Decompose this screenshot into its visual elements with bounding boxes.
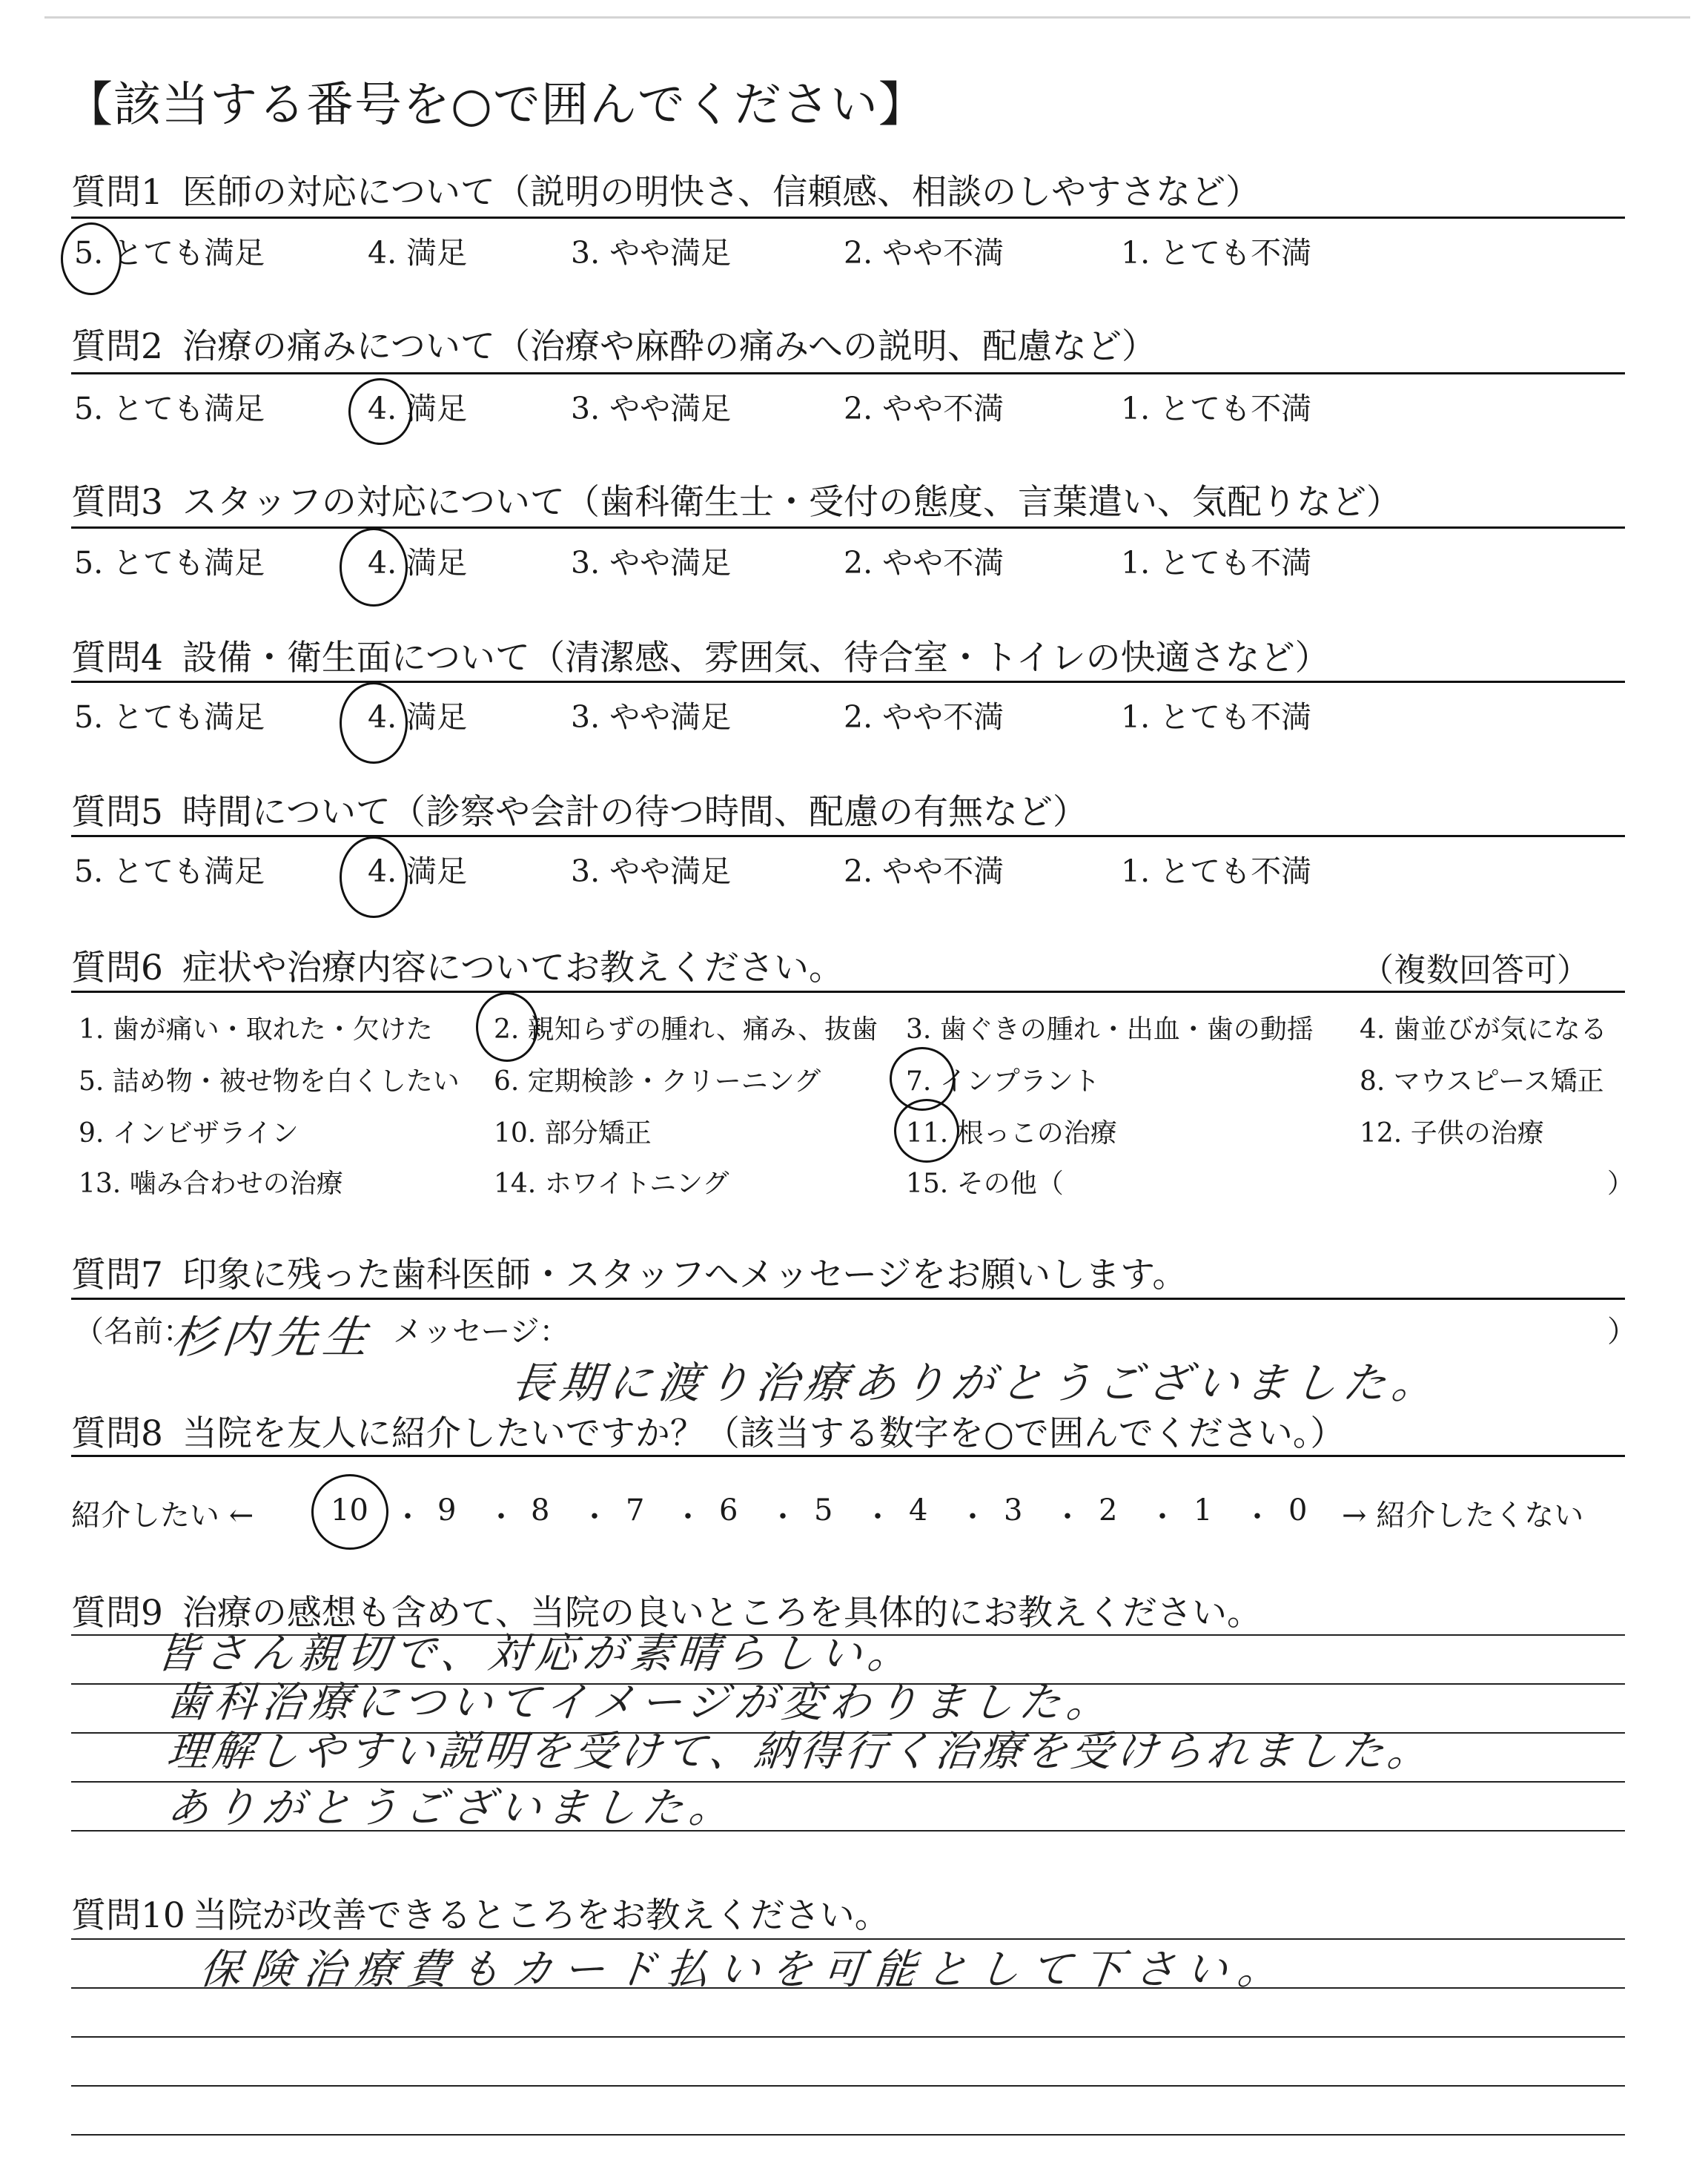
q7-text: 印象に残った歯科医師・スタッフへメッセージをお願いします。 [182, 1255, 1188, 1295]
q2-text: 治療の痛みについて（治療や麻酔の痛みへの説明、配慮など） [182, 326, 1157, 367]
q3-option-5[interactable]: 5. とても満足 [74, 545, 265, 581]
q6-item-5[interactable]: 5. 詰め物・被せ物を白くしたい [79, 1066, 460, 1097]
q8-score-6[interactable]: 6 [719, 1493, 738, 1527]
q5-option-4[interactable]: 4. 満足 [368, 853, 468, 889]
q6-heading [71, 940, 844, 990]
q9-text: 治療の感想も含めて、当院の良いところを具体的にお教えください。 [182, 1593, 1262, 1634]
q8-separator-4: ・ [673, 1500, 703, 1534]
q2-option-3[interactable]: 3. やや満足 [571, 391, 732, 426]
q6-rule [71, 991, 1625, 993]
q6-item-15-close: ） [1607, 1169, 1635, 1199]
q7-number: 質問7 [71, 1255, 163, 1295]
q8-separator-7: ・ [958, 1500, 987, 1534]
q6-selection-circle-2 [476, 992, 538, 1062]
q9-answer-line-4: ありがとうございました。 [165, 1784, 739, 1832]
q6-item-7[interactable]: 7. インプラント [906, 1066, 1100, 1097]
q8-score-0[interactable]: 0 [1288, 1493, 1308, 1527]
q5-number: 質問5 [71, 792, 163, 833]
q3-option-4[interactable]: 4. 満足 [368, 545, 468, 581]
q10-line-3 [71, 2036, 1625, 2038]
q7-rule [71, 1298, 1625, 1300]
q1-selection-circle [61, 222, 122, 295]
q4-number: 質問4 [71, 638, 163, 678]
q8-score-4[interactable]: 4 [909, 1493, 928, 1527]
q4-text: 設備・衛生面について（清潔感、雰囲気、待合室・トイレの快適さなど） [182, 638, 1330, 678]
q8-score-5[interactable]: 5 [814, 1493, 833, 1527]
q1-number: 質問1 [71, 172, 163, 213]
q6-multiple-note: （複数回答可） [1361, 951, 1589, 989]
q3-option-2[interactable]: 2. やや不満 [844, 545, 1004, 581]
q8-heading [71, 1406, 1345, 1456]
q3-selection-circle [340, 528, 408, 607]
q3-heading [71, 475, 1401, 524]
q6-item-1[interactable]: 1. 歯が痛い・取れた・欠けた [79, 1014, 433, 1045]
q10-number: 質問10 [71, 1895, 185, 1936]
q2-number: 質問2 [71, 326, 163, 367]
q3-option-1[interactable]: 1. とても不満 [1121, 545, 1312, 581]
q8-score-9[interactable]: 9 [437, 1493, 457, 1527]
q6-item-10[interactable]: 10. 部分矯正 [494, 1118, 652, 1149]
q1-option-3[interactable]: 3. やや満足 [571, 235, 732, 271]
q6-number: 質問6 [71, 948, 163, 988]
q10-answer-line-1: 保険治療費もカード払いを可能として下さい。 [197, 1946, 1292, 1994]
q2-selection-circle [348, 378, 412, 445]
q8-separator-3: ・ [580, 1500, 609, 1534]
page-title: 【該当する番号を○で囲んでください】 [65, 78, 927, 133]
q4-heading [71, 630, 1330, 680]
q8-separator-8: ・ [1053, 1500, 1082, 1534]
q5-option-3[interactable]: 3. やや満足 [571, 853, 732, 889]
q1-heading [71, 165, 1260, 214]
q5-rule [71, 835, 1625, 837]
q6-item-12[interactable]: 12. 子供の治療 [1360, 1118, 1544, 1149]
q1-rule [71, 217, 1625, 219]
q10-line-5 [71, 2134, 1625, 2136]
q10-line-4 [71, 2085, 1625, 2087]
q7-name-handwritten: 杉内先生 [168, 1312, 377, 1364]
q2-heading [71, 319, 1156, 369]
q3-option-3[interactable]: 3. やや満足 [571, 545, 732, 581]
q10-heading [71, 1888, 890, 1938]
q3-text: スタッフの対応について（歯科衛生士・受付の態度、言葉遣い、気配りなど） [182, 482, 1401, 523]
q8-score-10[interactable]: 10 [331, 1493, 368, 1527]
q6-selection-circle-11 [894, 1099, 959, 1163]
q8-score-2[interactable]: 2 [1099, 1493, 1118, 1527]
q8-score-3[interactable]: 3 [1004, 1493, 1023, 1527]
q5-heading [71, 785, 1088, 834]
q8-number: 質問8 [71, 1413, 163, 1454]
q4-option-4[interactable]: 4. 満足 [368, 699, 468, 735]
q4-option-1[interactable]: 1. とても不満 [1121, 699, 1312, 735]
q9-number: 質問9 [71, 1593, 163, 1634]
q8-text: 当院を友人に紹介したいですか？（該当する数字を○で囲んでください。） [182, 1413, 1345, 1454]
q6-item-8[interactable]: 8. マウスピース矯正 [1360, 1066, 1604, 1097]
q7-name-label: （名前： [74, 1315, 193, 1349]
q4-option-5[interactable]: 5. とても満足 [74, 699, 265, 735]
q8-right-label: → 紹介したくない [1342, 1499, 1584, 1533]
q2-option-2[interactable]: 2. やや不満 [844, 391, 1004, 426]
q6-item-11[interactable]: 11. 根っこの治療 [906, 1118, 1117, 1149]
q6-item-15[interactable]: 15. その他（ [906, 1169, 1064, 1199]
q4-option-3[interactable]: 3. やや満足 [571, 699, 732, 735]
q6-item-6[interactable]: 6. 定期検診・クリーニング [494, 1066, 821, 1097]
q6-item-3[interactable]: 3. 歯ぐきの腫れ・出血・歯の動揺 [906, 1014, 1314, 1045]
q9-answer-line-1: 皆さん親切で、対応が素晴らしい。 [154, 1630, 918, 1678]
q8-score-1[interactable]: 1 [1194, 1493, 1213, 1527]
q6-item-9[interactable]: 9. インビザライン [79, 1118, 299, 1149]
q1-text: 医師の対応について（説明の明快さ、信頼感、相談のしやすさなど） [182, 172, 1261, 213]
q6-item-13[interactable]: 13. 噛み合わせの治療 [79, 1169, 343, 1199]
q8-separator-2: ・ [486, 1500, 516, 1534]
q5-text: 時間について（診察や会計の待つ時間、配慮の有無など） [182, 792, 1088, 833]
q1-option-4[interactable]: 4. 満足 [368, 235, 468, 271]
q2-option-4[interactable]: 4. 満足 [368, 391, 468, 426]
q7-message-handwritten: 長期に渡り治療ありがとうございました。 [508, 1358, 1444, 1408]
q7-message-label: メッセージ： [393, 1315, 569, 1349]
q6-item-4[interactable]: 4. 歯並びが気になる [1360, 1014, 1607, 1045]
top-border [44, 16, 1690, 19]
q5-option-5[interactable]: 5. とても満足 [74, 853, 265, 889]
q8-separator-10: ・ [1242, 1500, 1272, 1534]
q5-selection-circle [340, 836, 408, 918]
q4-rule [71, 681, 1625, 683]
q1-option-5[interactable]: 5. とても満足 [74, 235, 265, 271]
q8-score-8[interactable]: 8 [531, 1493, 550, 1527]
q8-score-7[interactable]: 7 [626, 1493, 645, 1527]
q5-option-2[interactable]: 2. やや不満 [844, 853, 1004, 889]
q1-option-1[interactable]: 1. とても不満 [1121, 235, 1312, 271]
q5-option-1[interactable]: 1. とても不満 [1121, 853, 1312, 889]
q3-number: 質問3 [71, 482, 163, 523]
q2-option-5[interactable]: 5. とても満足 [74, 391, 265, 426]
q8-rule [71, 1455, 1625, 1457]
q6-item-2[interactable]: 2. 親知らずの腫れ、痛み、抜歯 [494, 1014, 878, 1045]
q10-text: 当院が改善できるところをお教えください。 [192, 1895, 890, 1936]
q9-answer-line-3: 理解しやすい説明を受けて、納得行く治療を受けられました。 [165, 1728, 1435, 1776]
q6-item-14[interactable]: 14. ホワイトニング [494, 1169, 729, 1199]
q4-option-2[interactable]: 2. やや不満 [844, 699, 1004, 735]
q8-separator-1: ・ [393, 1500, 423, 1534]
q8-separator-9: ・ [1148, 1500, 1177, 1534]
q1-option-2[interactable]: 2. やや不満 [844, 235, 1004, 271]
q8-separator-6: ・ [863, 1500, 893, 1534]
q7-heading [71, 1247, 1187, 1297]
q9-answer-line-2: 歯科治療についてイメージが変わりました。 [165, 1679, 1117, 1727]
q8-separator-5: ・ [768, 1500, 798, 1534]
q3-rule [71, 526, 1625, 529]
q8-left-label: 紹介したい ← [71, 1499, 254, 1533]
q2-option-1[interactable]: 1. とても不満 [1121, 391, 1312, 426]
q4-selection-circle [340, 682, 408, 764]
q2-rule [71, 372, 1625, 374]
q7-close-paren: ） [1607, 1315, 1637, 1349]
q6-text: 症状や治療内容についてお教えください。 [182, 948, 844, 988]
q8-selection-circle [311, 1474, 388, 1550]
